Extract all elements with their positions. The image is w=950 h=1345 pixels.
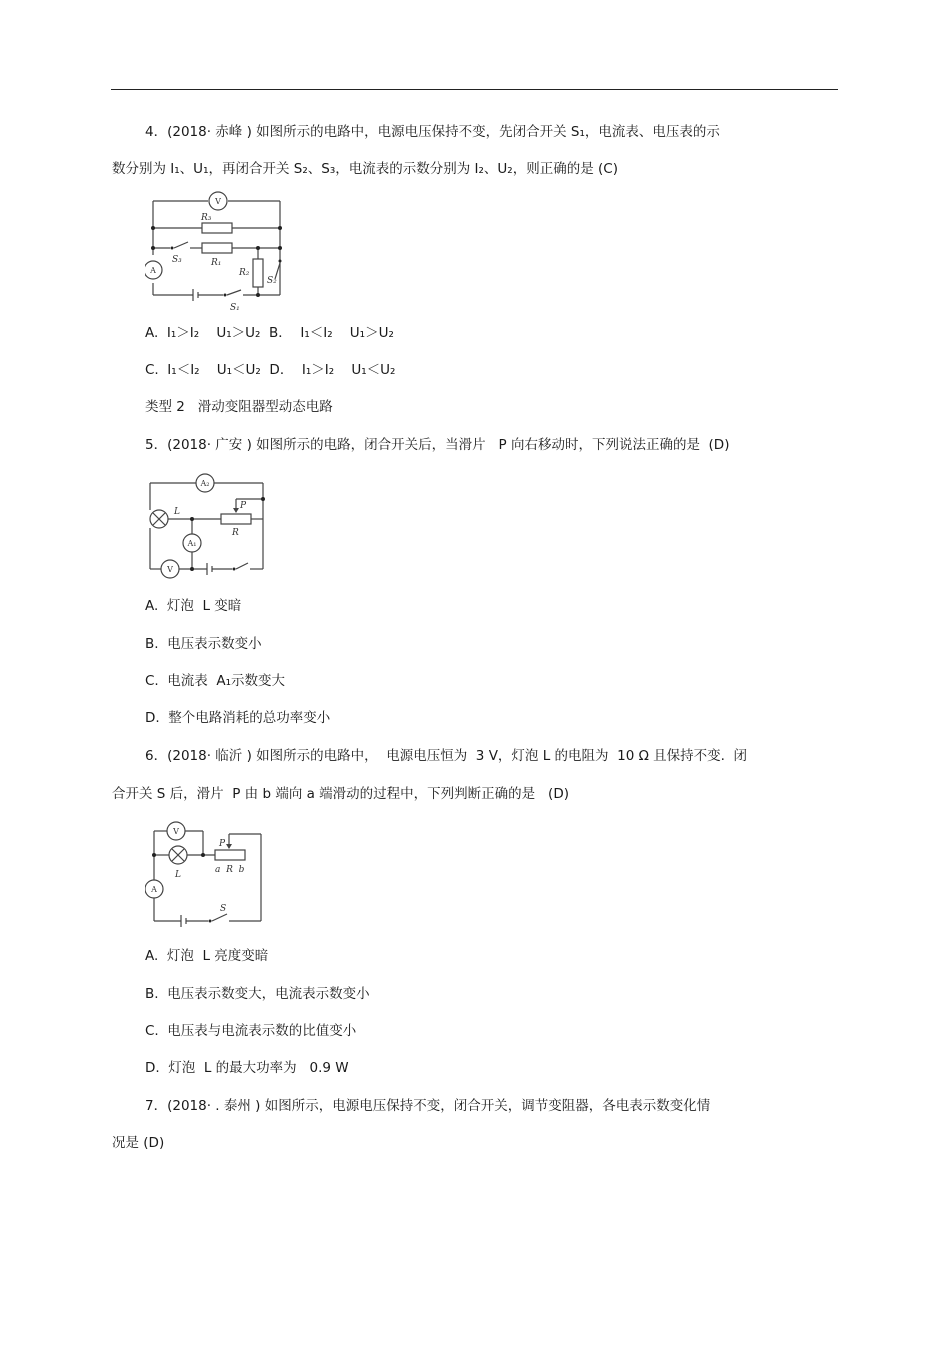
q6-l-label: L xyxy=(175,870,181,880)
q7-stem-line2: 况是 (D) xyxy=(112,1135,165,1151)
q7-stem-line1: 7．(2018· . 泰州 ) 如图所示，电源电压保持不变，闭合开关，调节变阻器，各电表示数变化情 xyxy=(145,1098,711,1114)
q4-s2-label: S₂ xyxy=(267,276,277,286)
q6-circuit-figure xyxy=(145,820,265,928)
q4-voltmeter-label: V xyxy=(215,197,221,206)
q6-option-a: A. 灯泡 L 亮度变暗 xyxy=(145,948,269,964)
q5-a2-label: A₂ xyxy=(200,479,210,488)
q5-r-label: R xyxy=(232,528,239,538)
q4-stem-line2: 数分别为 I₁、U₁，再闭合开关 S₂、S₃，电流表的示数分别为 I₂、U₂，则正确的是 (C) xyxy=(112,161,618,177)
q4-r1-label: R₁ xyxy=(211,258,222,268)
q5-option-d: D. 整个电路消耗的总功率变小 xyxy=(145,710,331,726)
q5-option-b: B. 电压表示数变小 xyxy=(145,636,262,652)
q4-r3-label: R₃ xyxy=(201,213,212,223)
q5-option-c: C. 电流表 A₁示数变大 xyxy=(145,673,286,689)
q6-option-d: D. 灯泡 L 的最大功率为 0.9 W xyxy=(145,1060,349,1076)
q6-option-c: C. 电压表与电流表示数的比值变小 xyxy=(145,1023,357,1039)
q6-s-label: S xyxy=(220,904,227,914)
q5-p-label: P xyxy=(240,501,247,511)
q6-stem-line1: 6．(2018· 临沂 ) 如图所示的电路中， 电源电压恒为 3 V，灯泡 L 的电阻为 10 Ω 且保持不变. 闭 xyxy=(145,748,748,764)
q5-l-label: L xyxy=(174,507,180,517)
q5-v-label: V xyxy=(167,565,173,574)
q6-v-label: V xyxy=(173,827,179,836)
q5-option-a: A. 灯泡 L 变暗 xyxy=(145,598,242,614)
q6-option-b: B. 电压表示数变大，电流表示数变小 xyxy=(145,986,370,1002)
q4-circuit-figure xyxy=(145,191,287,316)
q6-arb-label: a R b xyxy=(215,865,245,875)
q6-stem-line2: 合开关 S 后，滑片 P 由 b 端向 a 端滑动的过程中，下列判断正确的是 (D) xyxy=(112,786,569,802)
q4-option-ab: A. I₁＞I₂ U₁＞U₂ B． I₁＜I₂ U₁＞U₂ xyxy=(145,325,394,341)
q4-s1-label: S₁ xyxy=(230,303,240,313)
q6-a-label: A xyxy=(151,885,157,894)
q4-option-cd: C. I₁＜I₂ U₁＜U₂ D． I₁＞I₂ U₁＜U₂ xyxy=(145,362,396,378)
q4-s3-label: S₃ xyxy=(172,255,182,265)
q4-stem-line1: 4．(2018· 赤峰 ) 如图所示的电路中，电源电压保持不变，先闭合开关 S₁，电流表、电压表的示 xyxy=(145,124,720,140)
q5-stem-line1: 5．(2018· 广安 ) 如图所示的电路，闭合开关后，当滑片 P 向右移动时，下列说法正确的是 (D) xyxy=(145,437,730,453)
q6-p-label: P xyxy=(219,839,226,849)
q5-circuit-figure xyxy=(145,472,267,580)
q5-a1-label: A₁ xyxy=(187,539,197,548)
q4-ammeter-label: A xyxy=(150,266,156,275)
q4-r2-label: R₂ xyxy=(239,268,250,278)
header-rule xyxy=(111,89,838,90)
section-heading-type2: 类型 2 滑动变阻器型动态电路 xyxy=(145,399,333,415)
